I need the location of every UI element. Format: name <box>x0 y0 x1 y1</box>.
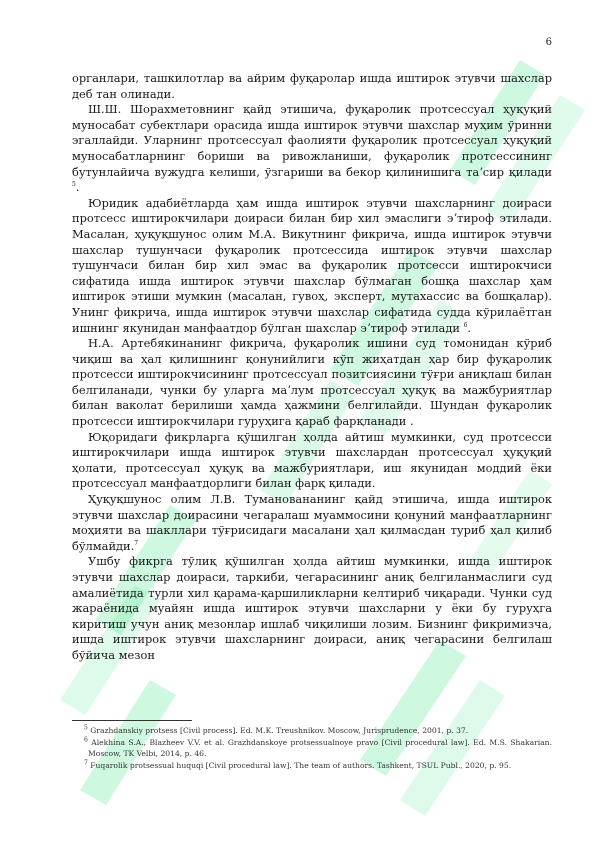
paragraph-text: Ҳуқуқшунос олим Л.В. Тумановананинг қайд этишича, ишда иштирок этувчи шахслар доирасини чегаралаш муаммосини қонуний манфаатларнинг моҳияти ва шакллари тўғрисидаги масалани ҳал қилмасдан туриб ҳал қилиб бўлмайди. <box>72 492 552 553</box>
footnotes <box>72 725 552 771</box>
footnote-ref[interactable]: 6 <box>463 321 468 329</box>
footnote-text: Alekhina S.A., Blazheev V.V. et al. Grazhdanskoye protsessualnoye pravo [Civil procedural law]. Ed. M.S. Shakarian. Moscow, TK Velbi, 2014, p. 46. <box>88 737 552 759</box>
paragraph <box>72 430 552 492</box>
body-text <box>72 71 552 664</box>
paragraph-text: Юридик адабиётларда ҳам ишда иштирок этувчи шахсларнинг доираси протсесс иштирокчилари доираси билан бир хил эмаслиги эʼтироф этилади. Масалан, ҳуқуқшунос олим М.А. Викутнинг фикрича, ишда иштирок этувчи шахслар тушунчаси фуқаролик протсессида иштирок этувчи шахслар тушунчаси билан бир хил эмас ва фуқаролик протсесси иштирокчиси сифатида ишда иштирок этувчи шахслар бўлмаган бошқа шахслар ҳам иштирок этиши мумкин (масалан, гувоҳ, эксперт, мутахассис ва бошқалар). Унинг фикрича, ишда иштирок этувчи шахслар сифатида судда кўрилаётган ишнинг якунидан манфаатдор бўлган шахслар эʼтироф этилади <box>72 195 552 335</box>
page-number: 6 <box>545 37 552 48</box>
footnote-text: Fuqarolik protsessual huquqi [Civil procedural law]. The team of authors. Tashkent, TSUL Publ., 2020, p. 95. <box>90 760 512 770</box>
paragraph <box>72 336 552 430</box>
footnote <box>72 760 552 772</box>
paragraph-text: Н.А. Артебякинанинг фикрича, фуқаролик ишини суд томонидан кўриб чиқиш ва ҳал қилишнинг қонунийлиги кўп жиҳатдан ҳар бир фуқаролик протсесси иштирокчисининг протсессуал позитсиясини тўғри аниқлаш билан белгиланади, чунки бу уларга маʼлум протсессуал ҳуқуқ ва мажбуриятлар билан ваколат берилиши ҳамда ҳажмини белгилайди. Шундан фуқаролик протсесси иштирокчилари гуруҳига қараб фарқланади . <box>72 336 552 429</box>
paragraph: Юридик адабиётларда ҳам ишда иштирок этувчи шахсларнинг доираси протсесс иштирокчилари доираси билан бир хил эмаслиги эʼтироф этилади. Масалан, ҳуқуқшунос олим М.А. Викутнинг фикрича, ишда иштирок этувчи шахслар тушунчаси фуқаролик протсессида иштирок этувчи шахслар тушунчаси билан бир хил эмас ва фуқаролик протсесси иштирокчиси сифатида ишда иштирок этувчи шахслар бўлмаган бошқа шахслар ҳам иштирок этиши мумкин (масалан, гувоҳ, эксперт, мутахассис ва бошқалар). Унинг фикрича, ишда иштирок этувчи шахслар сифатида судда кўрилаётган ишнинг якунидан манфаатдор бўлган шахслар эʼтироф этилади $^6$. <box>72 195 552 335</box>
paragraph <box>72 71 552 102</box>
paragraph <box>72 492 552 554</box>
footnote-mark: 6 <box>84 736 88 744</box>
footnote-ref[interactable]: 5 <box>72 181 76 189</box>
footnote-text: Grazhdanskiy protsess [Civil process]. Ed. M.K. Treushnikov. Moscow, Jurisprudence, 2001, p. 37. <box>90 726 469 735</box>
paragraph-text: Юқоридаги фикрларга қўшилган ҳолда айтиш мумкинки, суд протсесси иштирокчилари ишда иштирок этувчи шахслардан протсессуал ҳуқуқий ҳолати, протсессуал ҳуқуқ ва мажбуриятлари, иш якунидан моддий ёки протсессуал манфаатдорлиги билан фарқ қилади. <box>72 429 552 491</box>
footnote-mark: 7 <box>84 759 88 767</box>
footnote-ref[interactable]: 7 <box>134 540 139 548</box>
paragraph-text: Ш.Ш. Шорахметовнинг қайд этишича, фуқаролик протсессуал ҳуқуқий муносабат субектлари орасида ишда иштирок этувчи шахслар муҳим ўринни эгаллайди. Уларнинг протсессуал фаолияти фуқаролик протсессуал ҳуқуқий муносабатларнинг бориши ва ривожланиши, фуқаролик протсессининг бутунлайича вужудга келиши, ўзгариши ва бекор қилинишига таʼсир қилади <box>72 102 552 179</box>
paragraph <box>72 554 552 663</box>
footnote-divider <box>72 720 192 721</box>
footnote <box>72 737 552 760</box>
paragraph: Ш.Ш. Шорахметовнинг қайд этишича, фуқаролик протсессуал ҳуқуқий муносабат субектлари орасида ишда иштирок этувчи шахслар муҳим ўринни эгаллайди. Уларнинг протсессуал фаолияти фуқаролик протсессуал ҳуқуқий муносабатларнинг бориши ва ривожланиши, фуқаролик протсессининг бутунлайича вужудга келиши, ўзгариши ва бекор қилинишига таʼсир қилади $^5$. <box>72 102 552 195</box>
paragraph-text: Ушбу фикрга тўлиқ қўшилган ҳолда айтиш мумкинки, ишда иштирок этувчи шахслар доираси, таркиби, чегарасининг аниқ белгиланмаслиги суд амалиётида турли хил қарама-қаршиликларни келтириб чиқаради. Чунки суд жараёнида муайян ишда иштирок этувчи шахсларни у ёки бу гуруҳга киритиш учун аниқ мезонлар ишлаб чиқилиши лозим. Бизнинг фикримизча, ишда иштирок этувчи шахсларнинг доираси, аниқ чегарасини белгилаш бўйича мезон <box>72 554 552 662</box>
footnote <box>72 725 552 737</box>
footnote-mark: 5 <box>84 724 88 732</box>
paragraph-text: органлари, ташкилотлар ва айрим фуқаролар ишда иштирок этувчи шахслар деб тан олинади. <box>72 71 552 101</box>
